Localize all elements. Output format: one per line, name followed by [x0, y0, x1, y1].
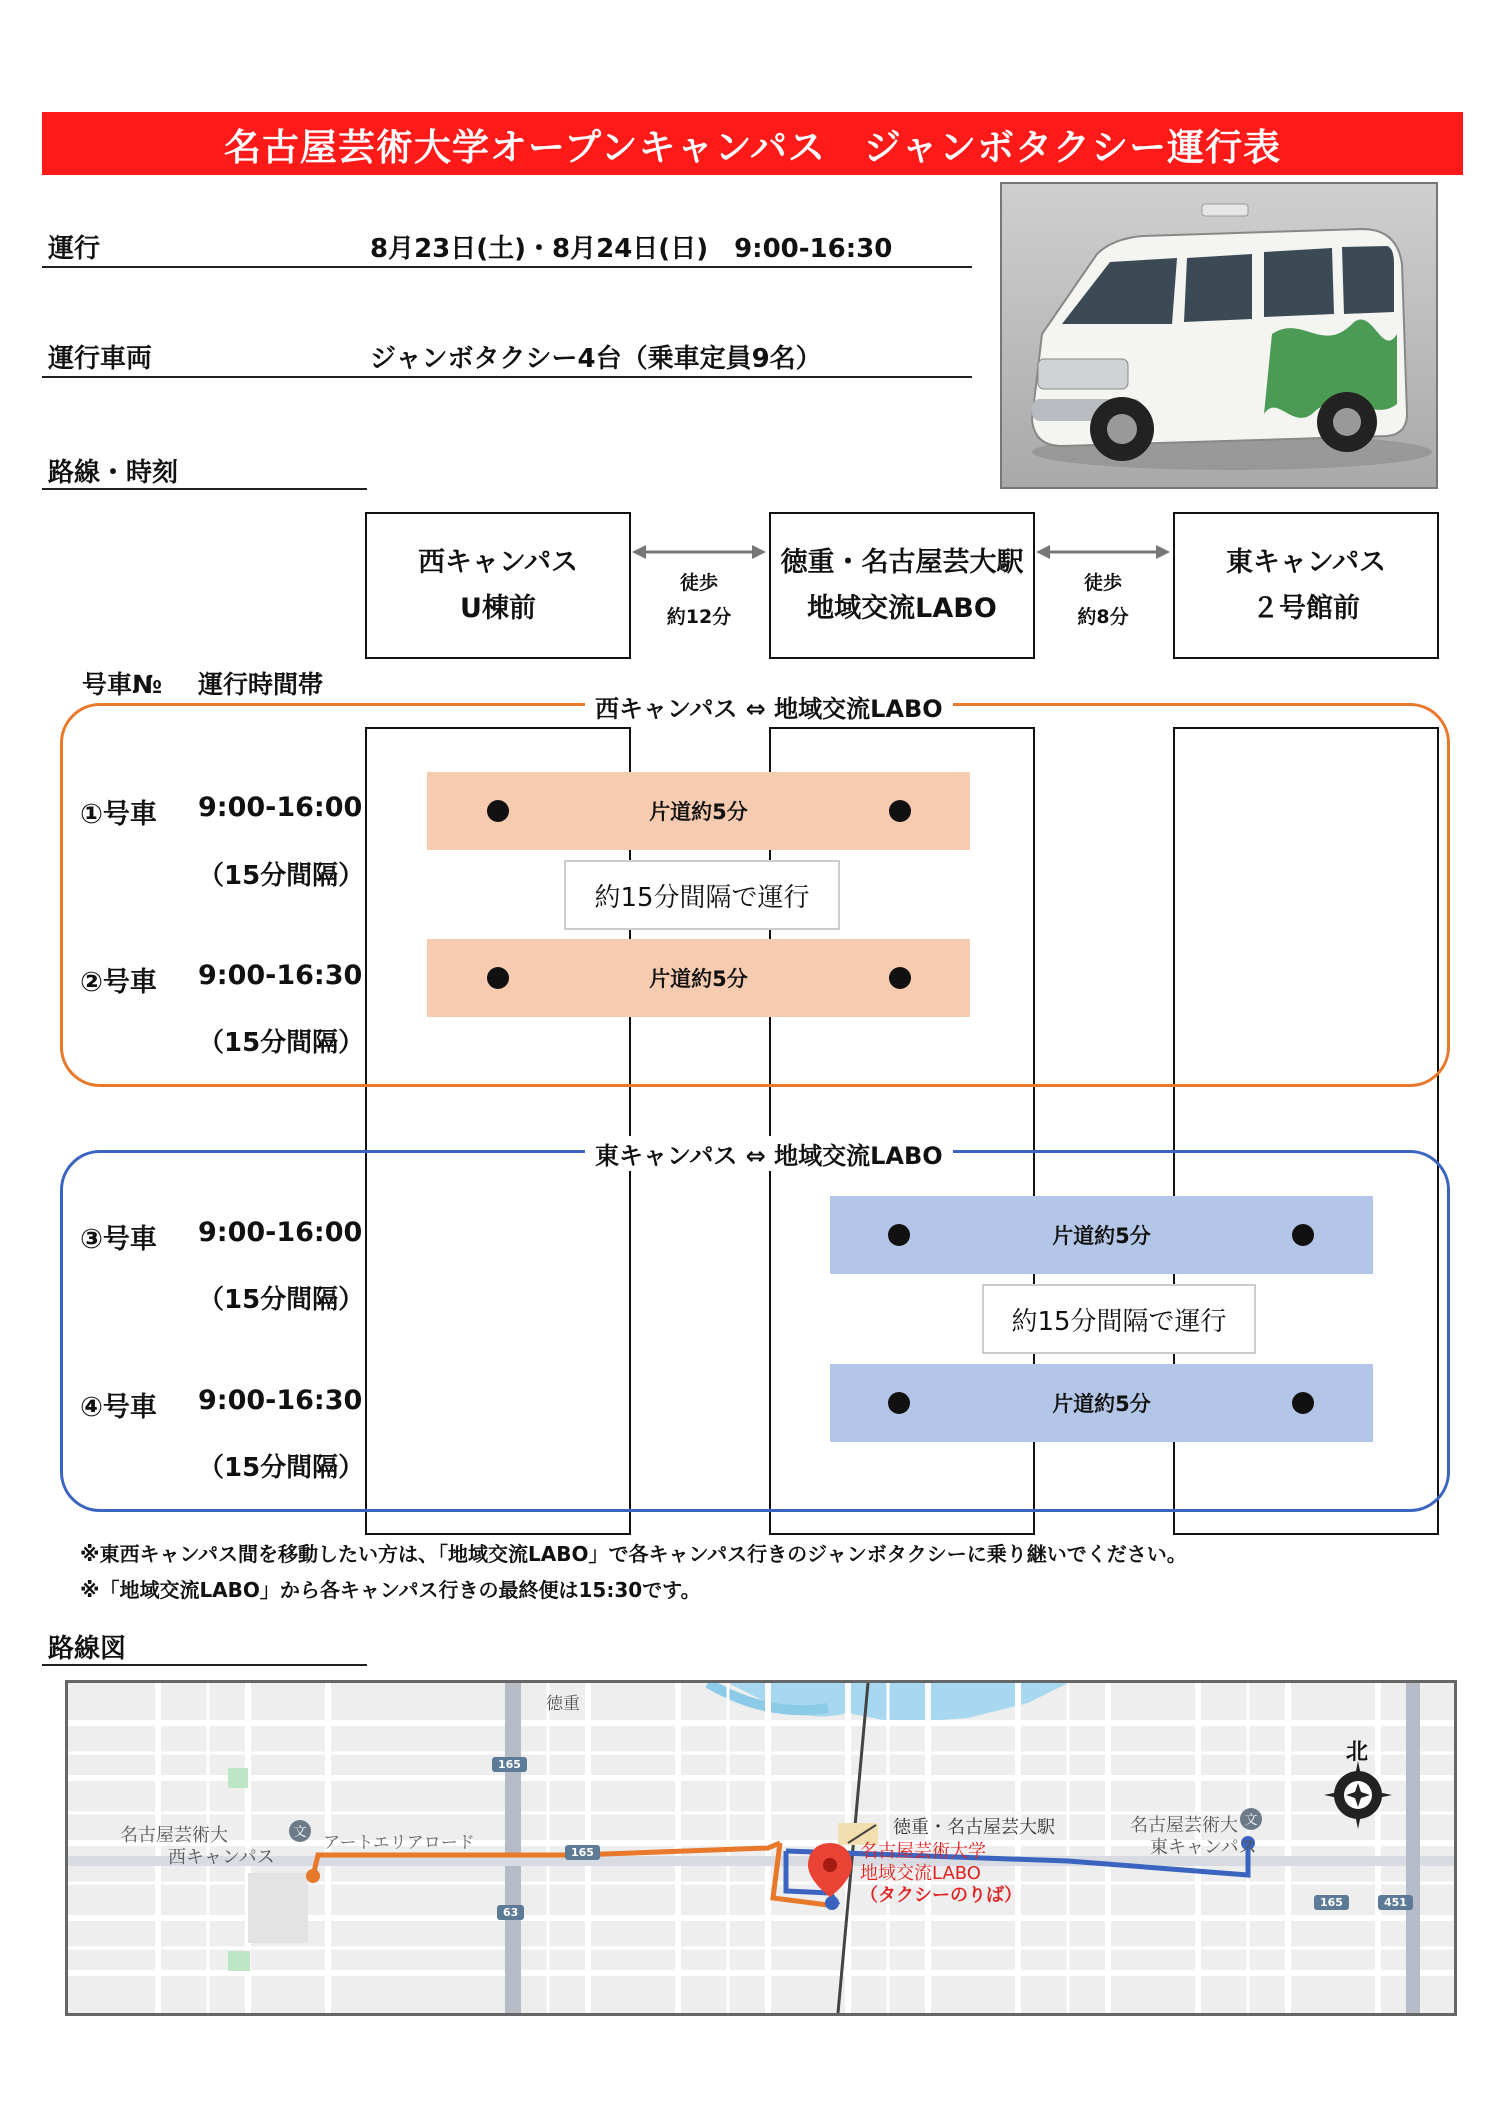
double-arrow-icon: [630, 540, 768, 564]
car-hours: 9:00-16:00: [198, 1217, 363, 1248]
car-name: ①号車: [80, 799, 157, 830]
footnote: ※「地域交流LABO」から各キャンパス行きの最終便は15:30です。: [80, 1578, 701, 1602]
car-hours: 9:00-16:30: [198, 960, 363, 991]
car-name: ②号車: [80, 967, 157, 998]
compass-icon: [1349, 1771, 1350, 1772]
car-interval: （15分間隔）: [198, 1453, 365, 1483]
taxi-photo: [1000, 182, 1438, 489]
map-north-label: 北: [1346, 1740, 1369, 1765]
map-label-east-campus: 名古屋芸術大: [1130, 1815, 1238, 1836]
station-name: 徳重・名古屋芸大駅: [780, 546, 1024, 578]
route-shield: 451: [1378, 1895, 1413, 1910]
station-west-campus: [365, 512, 631, 659]
footnote: ※東西キャンパス間を移動したい方は、「地域交流LABO」で各キャンパス行きのジャンボタクシーに乗り継いでください。: [80, 1542, 1187, 1566]
route-label: 路線・時刻: [48, 458, 179, 488]
station-stop: ２号館前: [1252, 592, 1360, 624]
divider: [42, 1664, 367, 1666]
svg-text:文: 文: [293, 1825, 307, 1840]
operation-label: 運行: [48, 234, 101, 264]
station-name: 東キャンパス: [1225, 546, 1387, 578]
stop-dot: [487, 967, 509, 989]
stop-dot: [487, 800, 509, 822]
interval-note-east: 約15分間隔で運行: [982, 1284, 1256, 1354]
bar-label: 片道約5分: [649, 800, 748, 824]
walk-time-west: 徒歩 約12分: [666, 572, 732, 628]
bar-label: 片道約5分: [1052, 1224, 1151, 1248]
stop-dot: [889, 967, 911, 989]
interval-note-west: 約15分間隔で運行: [564, 860, 840, 930]
station-east-campus: [1173, 512, 1439, 659]
map-label-east-campus: 東キャンパス: [1150, 1837, 1257, 1858]
station-labo: [769, 512, 1035, 659]
stop-dot: [888, 1224, 910, 1246]
stop-dot: [888, 1392, 910, 1414]
route-shield: 63: [497, 1905, 524, 1920]
bar-label: 片道約5分: [1052, 1392, 1151, 1416]
vehicle-value: ジャンボタクシー4台（乗車定員9名）: [370, 344, 822, 374]
svg-text:文: 文: [1244, 1813, 1258, 1828]
car-interval: （15分間隔）: [198, 1285, 365, 1315]
car-4-route-bar: [830, 1364, 1373, 1442]
car-name: ③号車: [80, 1224, 157, 1255]
stop-dot: [1292, 1224, 1314, 1246]
section-east-title: 東キャンパス ⇔ 地域交流LABO: [585, 1136, 953, 1171]
map-label-tokushige: 徳重: [546, 1694, 580, 1714]
car-interval: （15分間隔）: [198, 1028, 365, 1058]
divider: [42, 488, 367, 490]
stop-dot: [889, 800, 911, 822]
station-stop: U棟前: [460, 592, 536, 624]
map-label-station: 徳重・名古屋芸大駅: [893, 1817, 1055, 1838]
car-interval: （15分間隔）: [198, 861, 365, 891]
divider: [42, 376, 972, 378]
bar-label: 片道約5分: [649, 967, 748, 991]
vehicle-label: 運行車両: [48, 344, 153, 374]
page-title: 名古屋芸術大学オープンキャンパス ジャンボタクシー運行表: [42, 112, 1463, 175]
car-2-route-bar: [427, 939, 970, 1017]
route-shield: 165: [1314, 1895, 1349, 1910]
hours-header: 運行時間帯: [198, 670, 324, 699]
section-west-title: 西キャンパス ⇔ 地域交流LABO: [585, 689, 953, 724]
map-label-art-road: アートエリアロード: [323, 1833, 475, 1853]
map-label-west-campus: 名古屋芸術大: [120, 1825, 228, 1846]
station-stop: 地域交流LABO: [807, 592, 997, 624]
operation-value: 8月23日(土)・8月24日(日) 9:00-16:30: [370, 234, 893, 264]
map-section-label: 路線図: [48, 1634, 127, 1664]
car-1-route-bar: [427, 772, 970, 850]
divider: [42, 266, 972, 268]
route-map[interactable]: [65, 1680, 1457, 2016]
car-no-header: 号車№: [82, 670, 163, 699]
double-arrow-icon: [1034, 540, 1172, 564]
route-shield: 165: [565, 1845, 600, 1860]
car-3-route-bar: [830, 1196, 1373, 1274]
car-name: ④号車: [80, 1392, 157, 1423]
car-hours: 9:00-16:00: [198, 792, 363, 823]
car-hours: 9:00-16:30: [198, 1385, 363, 1416]
stop-dot: [1292, 1392, 1314, 1414]
station-name: 西キャンパス: [417, 546, 579, 578]
walk-time-east: 徒歩 約8分: [1077, 572, 1129, 628]
map-label-labo: 名古屋芸術大学 地域交流LABO （タクシーのりば）: [860, 1841, 1022, 1906]
route-shield: 165: [492, 1757, 527, 1772]
map-label-west-campus: 西キャンパス: [168, 1847, 275, 1868]
